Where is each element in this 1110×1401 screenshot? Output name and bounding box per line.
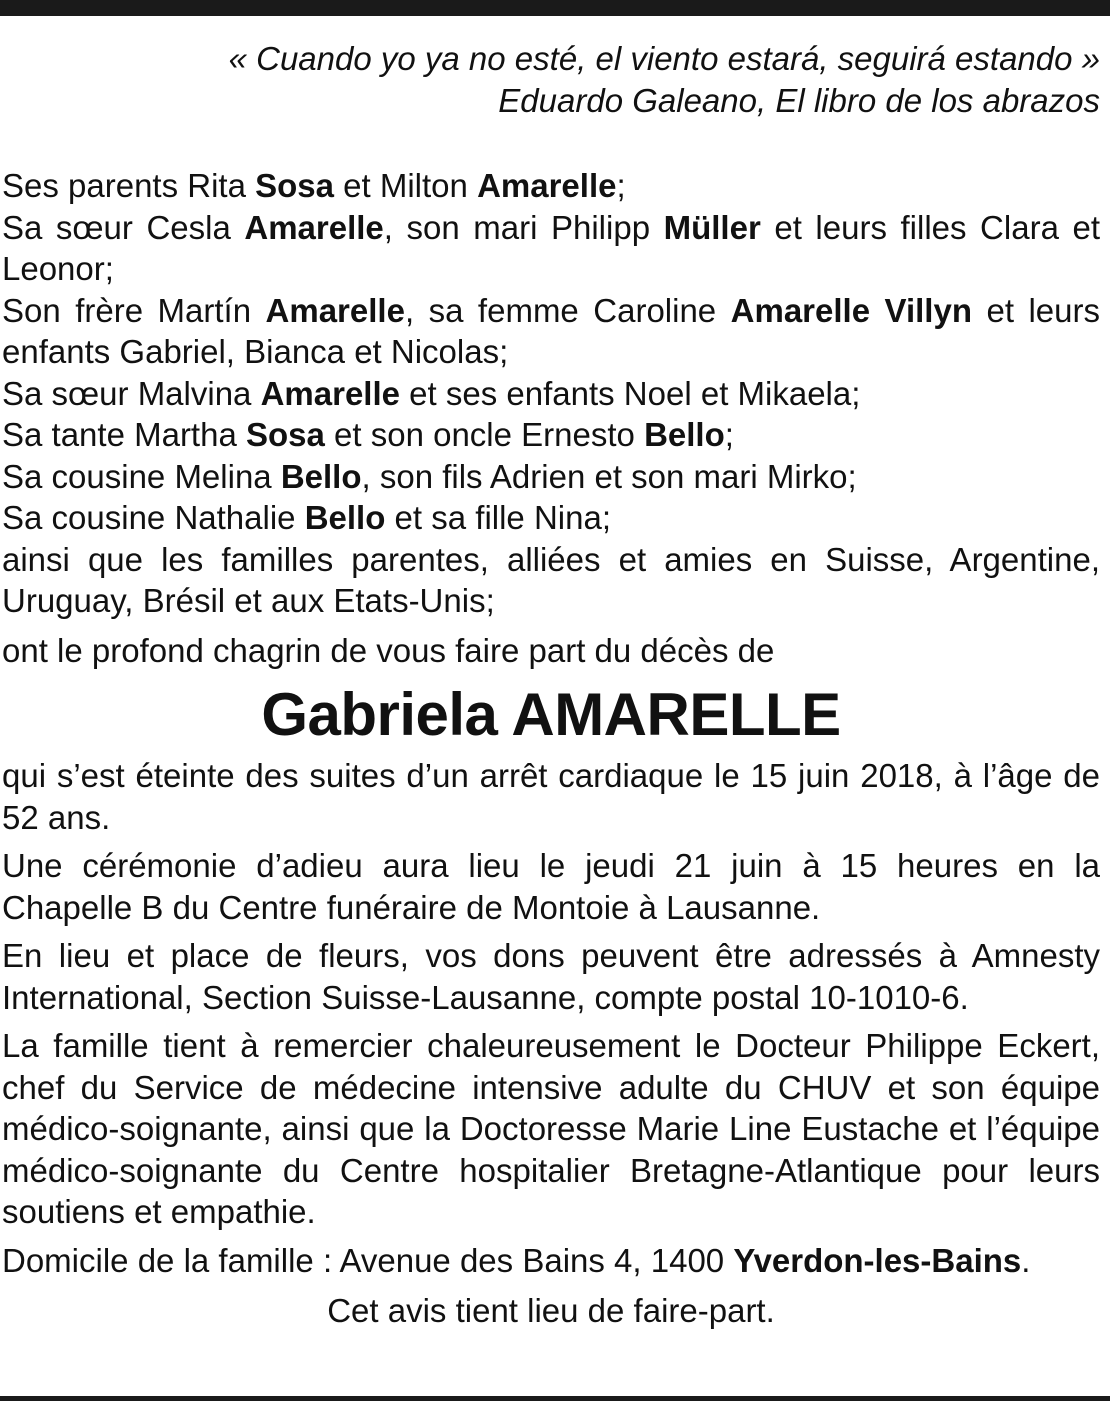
notice-body bbox=[2, 755, 1100, 1281]
paragraph-death-details: qui s’est éteinte des suites d’un arrêt cardiaque le 15 juin 2018, à l’âge de 52 ans. bbox=[2, 757, 1100, 836]
relative-text: ainsi que les familles parentes, alliées et amies en Suisse, Argentine, Uruguay, Brésil et aux Etats-Unis; bbox=[2, 540, 1100, 619]
relatives-line bbox=[2, 497, 1100, 539]
relatives-line bbox=[2, 414, 1100, 456]
relative-text: ; bbox=[724, 416, 734, 453]
relatives-line bbox=[2, 373, 1100, 415]
relative-surname: Amarelle bbox=[265, 291, 405, 329]
relative-text: et leurs filles Clara et Leonor; bbox=[2, 208, 1100, 287]
domicile-city: Yverdon-les-Bains bbox=[733, 1241, 1022, 1279]
relative-text: , son fils Adrien et son mari Mirko; bbox=[361, 457, 857, 495]
closing-note: Cet avis tient lieu de faire-part. bbox=[327, 1292, 775, 1329]
epigraph bbox=[2, 38, 1100, 121]
relatives-line bbox=[2, 290, 1100, 373]
relative-surname: Bello bbox=[304, 499, 386, 536]
relative-text: et son oncle Ernesto bbox=[324, 416, 645, 453]
bottom-border-rule bbox=[0, 1396, 1110, 1401]
epigraph-quote: « Cuando yo ya no esté, el viento estará, seguirá estando » bbox=[228, 40, 1100, 77]
relative-text: Ses parents Rita bbox=[2, 167, 256, 204]
relative-surname: Bello bbox=[280, 457, 362, 495]
deceased-name: Gabriela AMARELLE bbox=[261, 681, 841, 748]
relative-text: Sa tante Martha bbox=[2, 416, 246, 453]
relatives-list bbox=[2, 165, 1100, 622]
relative-text: ; bbox=[616, 167, 626, 204]
relatives-line bbox=[2, 165, 1100, 207]
relative-text: Sa sœur Malvina bbox=[2, 374, 261, 412]
family-domicile bbox=[2, 1240, 1100, 1282]
relative-surname: Amarelle bbox=[244, 208, 384, 246]
relative-text: et Milton bbox=[334, 167, 478, 204]
relative-text: , sa femme Caroline bbox=[404, 291, 731, 329]
relative-text: , son mari Philipp bbox=[383, 208, 664, 246]
relative-text: et sa fille Nina; bbox=[385, 499, 611, 536]
relative-text: et leurs enfants Gabriel, Bianca et Nicolas; bbox=[2, 291, 1100, 370]
paragraph-donations: En lieu et place de fleurs, vos dons peuvent être adressés à Amnesty International, Section Suisse-Lausanne, compte postal 10-1010-6. bbox=[2, 937, 1100, 1016]
relative-surname: Sosa bbox=[255, 167, 334, 204]
relative-text: Son frère Martín bbox=[2, 291, 266, 329]
relatives-line bbox=[2, 456, 1100, 498]
relative-surname: Müller bbox=[663, 208, 761, 246]
domicile-suffix: . bbox=[1021, 1241, 1031, 1279]
announcement-text: ont le profond chagrin de vous faire part du décès de bbox=[2, 631, 775, 669]
paragraph-thanks: La famille tient à remercier chaleureusement le Docteur Philippe Eckert, chef du Service de médecine intensive adulte du CHUV et son équipe médico-soignante, ainsi que la Doctoresse Marie Line Eustache et l’équipe médico-soignante du Centre hospitalier Bretagne-Atlantique pour leurs soutiens et empathie. bbox=[2, 1027, 1100, 1230]
relative-surname: Amarelle bbox=[477, 167, 617, 204]
relative-text: Sa cousine Melina bbox=[2, 457, 281, 495]
domicile-address: Domicile de la famille : Avenue des Bains 4, 1400 bbox=[2, 1241, 734, 1279]
relative-text: Sa cousine Nathalie bbox=[2, 499, 305, 536]
top-border-rule bbox=[0, 0, 1110, 16]
relative-surname: Sosa bbox=[245, 416, 325, 453]
relatives-line bbox=[2, 539, 1100, 622]
relative-text: et ses enfants Noel et Mikaela; bbox=[400, 374, 861, 412]
relative-surname: Amarelle bbox=[260, 374, 400, 412]
paragraph-ceremony: Une cérémonie d’adieu aura lieu le jeudi 21 juin à 15 heures en la Chapelle B du Centre funéraire de Montoie à Lausanne. bbox=[2, 847, 1100, 926]
relative-surname: Bello bbox=[644, 416, 725, 453]
relatives-line bbox=[2, 207, 1100, 290]
relative-text: Sa sœur Cesla bbox=[2, 208, 245, 246]
epigraph-attribution: Eduardo Galeano, El libro de los abrazos bbox=[498, 81, 1100, 119]
relative-surname: Amarelle Villyn bbox=[730, 291, 972, 329]
obituary-notice bbox=[2, 38, 1100, 1332]
